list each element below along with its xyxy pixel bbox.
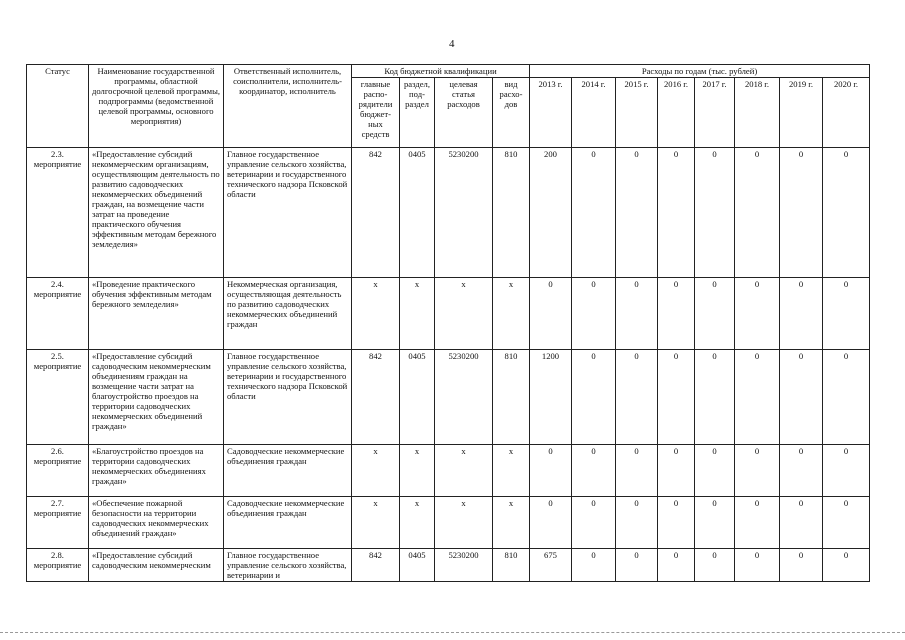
row-expense-value: 0 xyxy=(823,350,870,445)
row-name: «Проведение практического обучения эффективным методам бережного земледелия» xyxy=(89,278,224,350)
row-expense-value: 0 xyxy=(572,350,616,445)
row-responsible: Главное государственное управление сельского хозяйства, ветеринарии и xyxy=(224,549,352,582)
row-type-code: х xyxy=(493,278,530,350)
row-grbs-code: х xyxy=(352,278,400,350)
header-year: 2014 г. xyxy=(572,78,616,148)
row-expense-value: 0 xyxy=(695,278,735,350)
row-expense-value: 0 xyxy=(695,497,735,549)
row-expense-value: 0 xyxy=(616,148,658,278)
table-row xyxy=(27,350,870,445)
row-expense-value: 0 xyxy=(658,497,695,549)
header-bk-section: раздел, под-раздел xyxy=(400,78,435,148)
row-name: «Предоставление субсидий садоводческим некоммерческим xyxy=(89,549,224,582)
row-expense-value: 0 xyxy=(735,278,780,350)
row-type-code: х xyxy=(493,497,530,549)
row-status: 2.6. мероприятие xyxy=(27,445,89,497)
row-type-code: х xyxy=(493,445,530,497)
row-expense-value: 0 xyxy=(695,148,735,278)
row-type-code: 810 xyxy=(493,148,530,278)
row-expense-value: 0 xyxy=(780,278,823,350)
row-name: «Предоставление субсидий садоводческим некоммерческим объединениям граждан на возмещение части затрат на благоустройство проездов на территории садоводческих некоммерческих объединений граждан» xyxy=(89,350,224,445)
row-expense-value: 0 xyxy=(616,278,658,350)
row-target-code: 5230200 xyxy=(435,549,493,582)
header-expenses-group: Расходы по годам (тыс. рублей) xyxy=(530,65,870,78)
row-expense-value: 0 xyxy=(616,497,658,549)
row-grbs-code: 842 xyxy=(352,549,400,582)
row-expense-value: 0 xyxy=(823,148,870,278)
row-target-code: х xyxy=(435,445,493,497)
header-bk-type: вид расхо-дов xyxy=(493,78,530,148)
row-status: 2.5. мероприятие xyxy=(27,350,89,445)
row-expense-value: 0 xyxy=(735,497,780,549)
row-expense-value: 0 xyxy=(572,497,616,549)
row-expense-value: 0 xyxy=(616,445,658,497)
table-row xyxy=(27,148,870,278)
row-expense-value: 0 xyxy=(780,549,823,582)
row-expense-value: 0 xyxy=(572,445,616,497)
row-grbs-code: х xyxy=(352,445,400,497)
header-budget-code-group: Код бюджетной квалификации xyxy=(352,65,530,78)
header-year: 2020 г. xyxy=(823,78,870,148)
row-expense-value: 0 xyxy=(780,497,823,549)
row-expense-value: 0 xyxy=(572,549,616,582)
row-responsible: Садоводческие некоммерческие объединения граждан xyxy=(224,497,352,549)
row-name: «Благоустройство проездов на территории садоводческих некоммерческих объединениях граждан» xyxy=(89,445,224,497)
row-expense-value: 200 xyxy=(530,148,572,278)
row-status: 2.3. мероприятие xyxy=(27,148,89,278)
row-expense-value: 0 xyxy=(735,549,780,582)
header-year: 2013 г. xyxy=(530,78,572,148)
row-status: 2.8. мероприятие xyxy=(27,549,89,582)
header-year: 2019 г. xyxy=(780,78,823,148)
header-responsible: Ответственный исполнитель, соисполнители, исполнитель-координатор, исполнитель xyxy=(224,65,352,148)
page-number: 4 xyxy=(449,38,455,50)
row-section-code: х xyxy=(400,497,435,549)
row-target-code: х xyxy=(435,497,493,549)
scan-edge xyxy=(0,632,905,633)
header-status: Статус xyxy=(27,65,89,148)
row-expense-value: 0 xyxy=(572,148,616,278)
header-bk-grbs: главные распо-рядители бюджет-ных средств xyxy=(352,78,400,148)
row-responsible: Садоводческие некоммерческие объединения граждан xyxy=(224,445,352,497)
row-target-code: х xyxy=(435,278,493,350)
row-grbs-code: 842 xyxy=(352,350,400,445)
row-expense-value: 0 xyxy=(823,278,870,350)
row-section-code: 0405 xyxy=(400,148,435,278)
row-expense-value: 0 xyxy=(695,445,735,497)
row-target-code: 5230200 xyxy=(435,148,493,278)
header-year: 2015 г. xyxy=(616,78,658,148)
table-row xyxy=(27,278,870,350)
header-name: Наименование государственной программы, областной долгосрочной целевой программы, подпрограммы (ведомственной целевой программы, основного мероприятия) xyxy=(89,65,224,148)
row-expense-value: 0 xyxy=(616,549,658,582)
row-expense-value: 0 xyxy=(530,445,572,497)
table-row xyxy=(27,497,870,549)
row-name: «Предоставление субсидий некоммерческим организациям, осуществляющим деятельность по развитию садоводческих некоммерческих объединений граждан, на возмещение части затрат на проведение практического обучения эффективным методам бережного земледелия» xyxy=(89,148,224,278)
row-expense-value: 0 xyxy=(823,445,870,497)
table-row xyxy=(27,549,870,582)
row-responsible: Некоммерческая организация, осуществляющая деятельность по развитию садоводческих некоммерческих объединений граждан xyxy=(224,278,352,350)
row-expense-value: 0 xyxy=(572,278,616,350)
row-expense-value: 0 xyxy=(658,148,695,278)
row-expense-value: 0 xyxy=(823,549,870,582)
budget-table xyxy=(26,64,870,582)
row-expense-value: 0 xyxy=(658,278,695,350)
header-bk-target: целевая статья расходов xyxy=(435,78,493,148)
row-expense-value: 0 xyxy=(658,350,695,445)
row-type-code: 810 xyxy=(493,350,530,445)
header-year: 2016 г. xyxy=(658,78,695,148)
row-section-code: х xyxy=(400,445,435,497)
row-expense-value: 0 xyxy=(735,445,780,497)
row-expense-value: 0 xyxy=(695,350,735,445)
row-expense-value: 0 xyxy=(780,350,823,445)
row-expense-value: 0 xyxy=(735,350,780,445)
row-type-code: 810 xyxy=(493,549,530,582)
row-expense-value: 0 xyxy=(735,148,780,278)
row-expense-value: 0 xyxy=(658,549,695,582)
row-expense-value: 675 xyxy=(530,549,572,582)
row-status: 2.4. мероприятие xyxy=(27,278,89,350)
row-responsible: Главное государственное управление сельского хозяйства, ветеринарии и государственного технического надзора Псковской области xyxy=(224,148,352,278)
row-expense-value: 0 xyxy=(616,350,658,445)
row-target-code: 5230200 xyxy=(435,350,493,445)
header-year: 2017 г. xyxy=(695,78,735,148)
row-section-code: 0405 xyxy=(400,350,435,445)
row-expense-value: 0 xyxy=(658,445,695,497)
row-expense-value: 0 xyxy=(695,549,735,582)
row-expense-value: 0 xyxy=(823,497,870,549)
row-expense-value: 1200 xyxy=(530,350,572,445)
row-status: 2.7. мероприятие xyxy=(27,497,89,549)
row-expense-value: 0 xyxy=(780,148,823,278)
row-expense-value: 0 xyxy=(530,278,572,350)
row-expense-value: 0 xyxy=(780,445,823,497)
header-year: 2018 г. xyxy=(735,78,780,148)
row-section-code: 0405 xyxy=(400,549,435,582)
row-expense-value: 0 xyxy=(530,497,572,549)
row-section-code: х xyxy=(400,278,435,350)
row-name: «Обеспечение пожарной безопасности на территории садоводческих некоммерческих объединений граждан» xyxy=(89,497,224,549)
row-grbs-code: 842 xyxy=(352,148,400,278)
row-grbs-code: х xyxy=(352,497,400,549)
row-responsible: Главное государственное управление сельского хозяйства, ветеринарии и государственного технического надзора Псковской области xyxy=(224,350,352,445)
table-row xyxy=(27,445,870,497)
